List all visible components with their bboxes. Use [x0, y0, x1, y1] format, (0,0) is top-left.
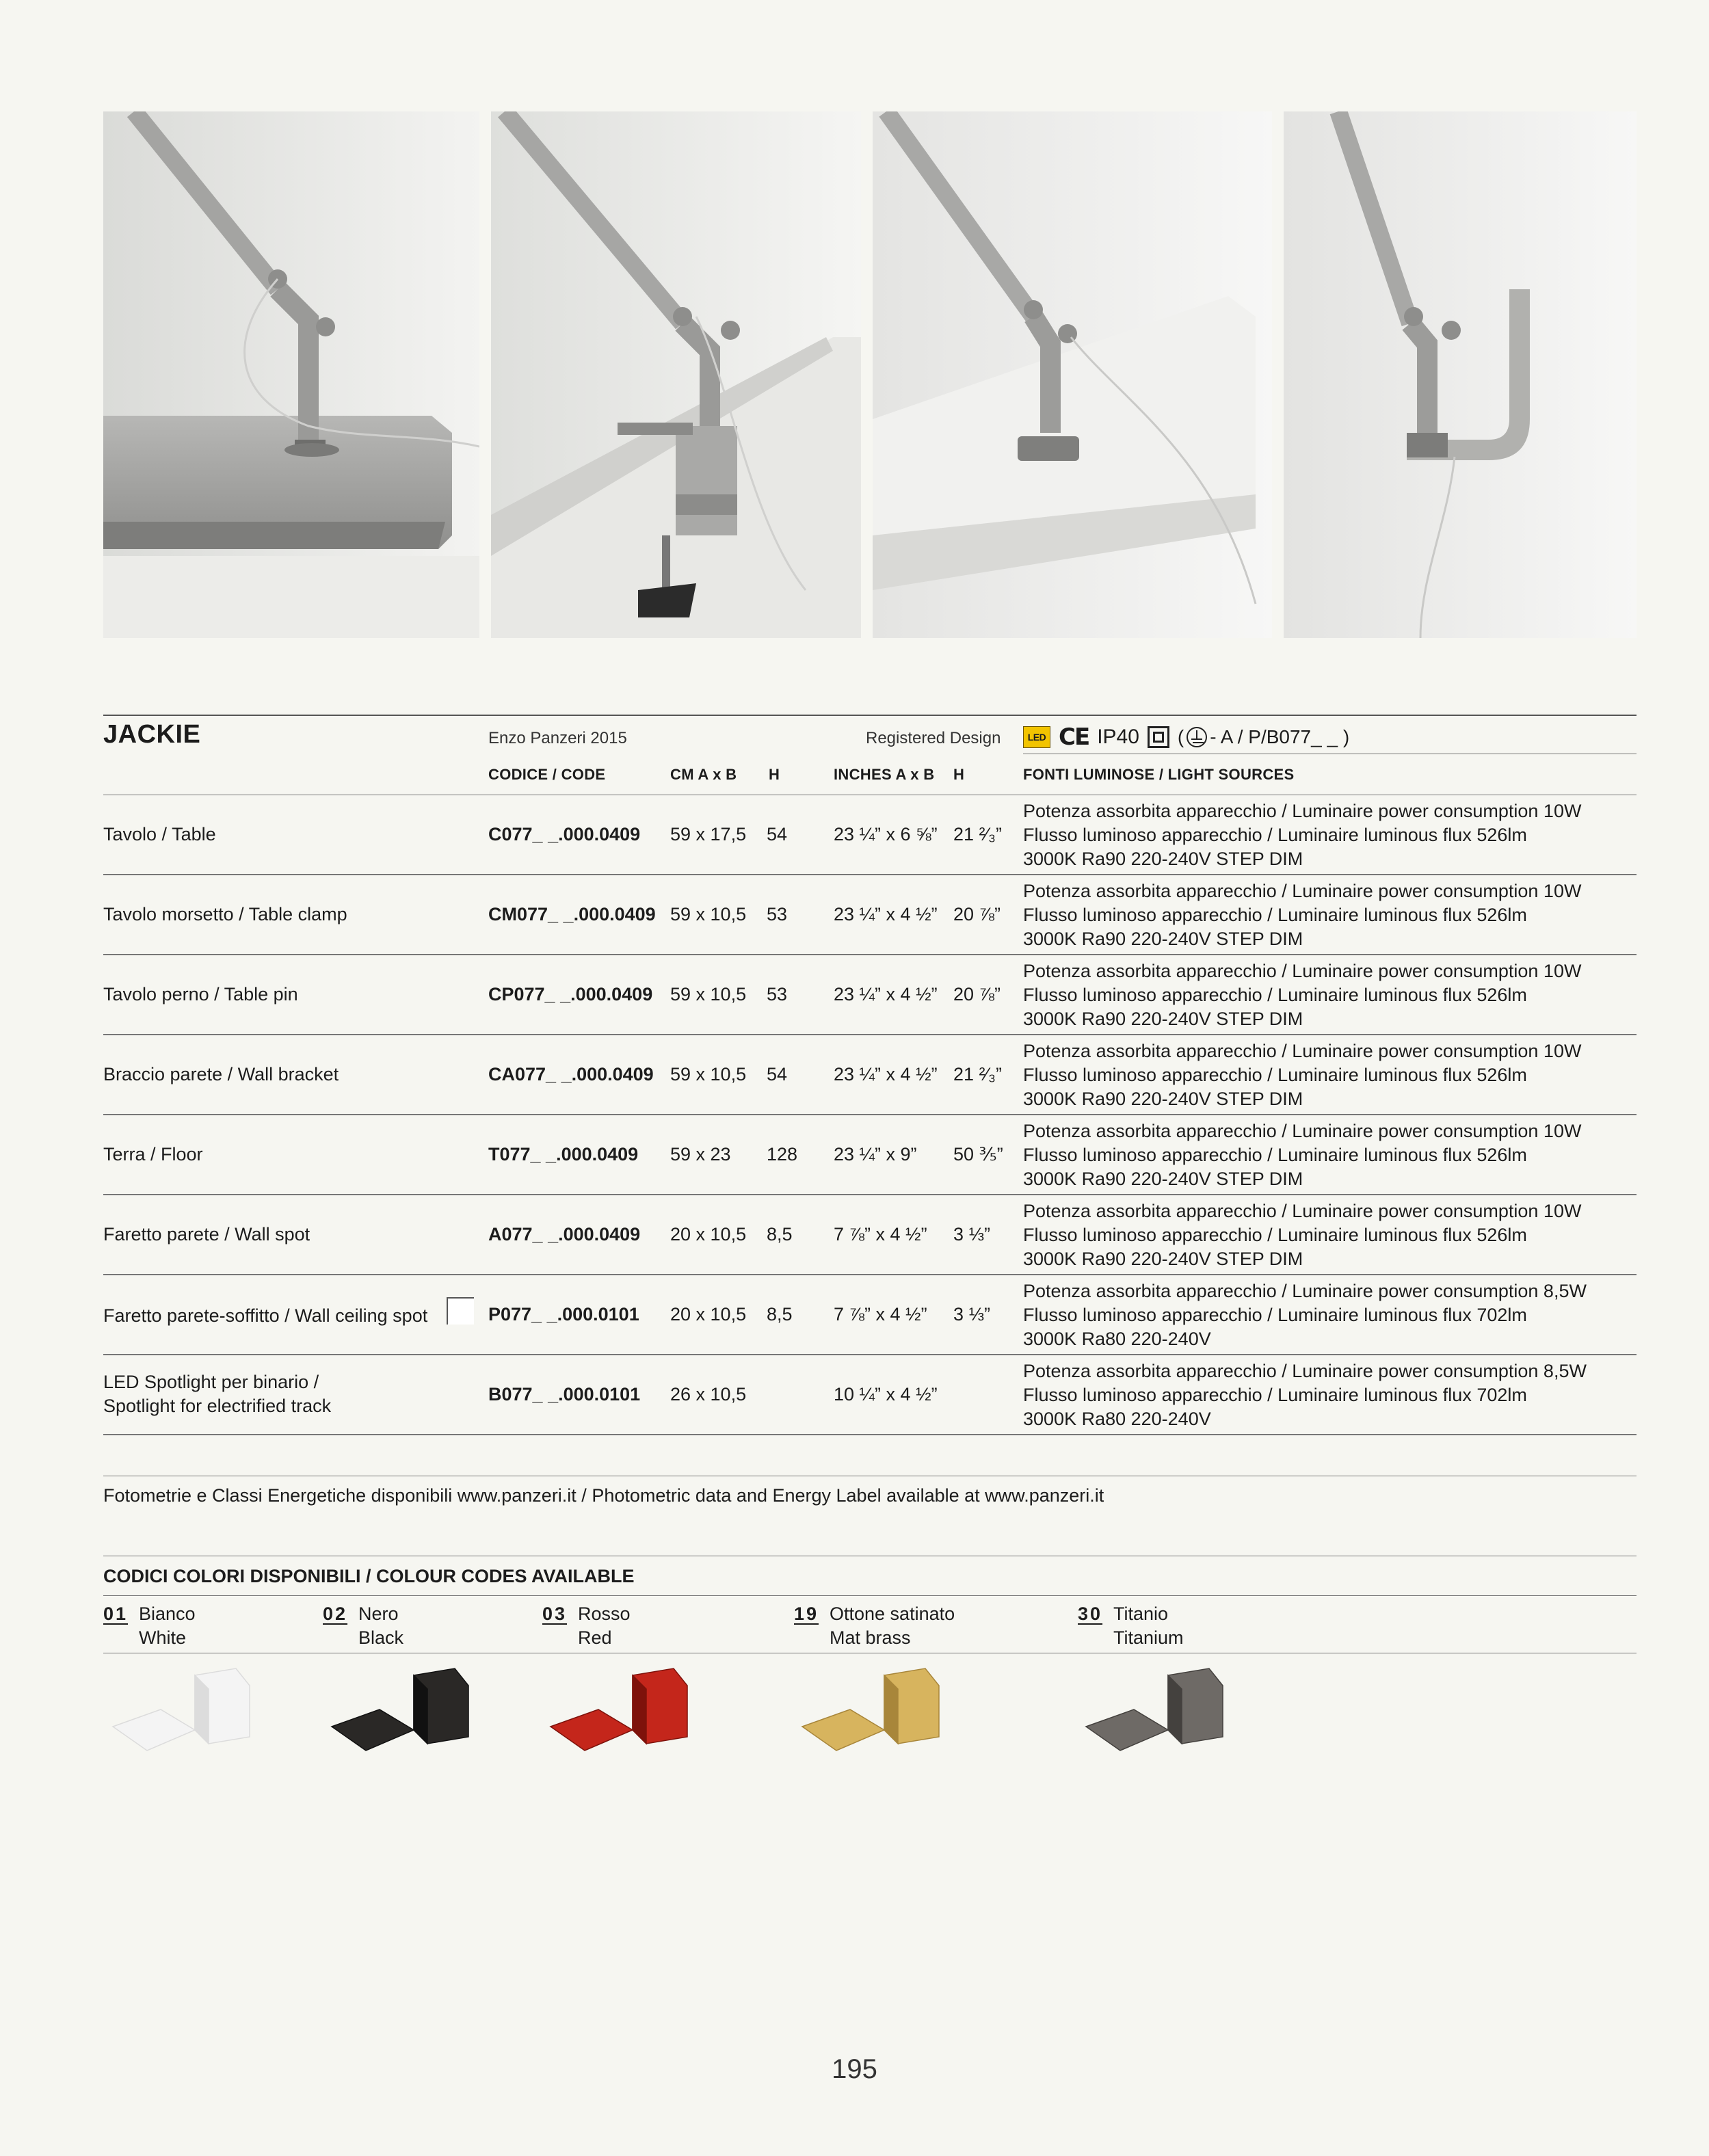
swatch-white	[106, 1662, 256, 1764]
ground-icon	[1187, 727, 1207, 747]
row-light-source	[1023, 1039, 1637, 1111]
row-h-inches: 50 ⅗”	[953, 1144, 1003, 1164]
photo-table-clamp	[491, 111, 861, 638]
colour-name-it: Ottone satinato	[830, 1603, 955, 1624]
col-header-h-inches: H	[953, 766, 965, 783]
col-header-h: H	[769, 766, 780, 783]
row-cm: 59 x 17,5	[670, 824, 747, 844]
certification-marks	[1023, 722, 1349, 752]
swatch-brass	[795, 1662, 946, 1764]
colour-header-rule	[103, 1595, 1637, 1596]
luminous-flux: Flusso luminoso apparecchio / Luminaire luminous flux 702lm	[1023, 1305, 1527, 1325]
product-name: JACKIE	[103, 720, 201, 749]
row-code: T077_ _.000.0409	[488, 1144, 639, 1164]
row-h: 54	[767, 1064, 788, 1084]
row-h-inches: 20 ⅞”	[953, 984, 1001, 1004]
colour-name-it: Titanio	[1113, 1603, 1169, 1624]
row-inches: 23 ¼” x 4 ½”	[834, 904, 938, 924]
colour-temp: 3000K Ra90 220-240V STEP DIM	[1023, 1089, 1303, 1109]
row-light-source	[1023, 1199, 1637, 1271]
power-consumption: Potenza assorbita apparecchio / Luminaire power consumption 10W	[1023, 881, 1582, 901]
row-inches: 7 ⅞” x 4 ½”	[834, 1304, 927, 1325]
luminous-flux: Flusso luminoso apparecchio / Luminaire luminous flux 526lm	[1023, 1065, 1527, 1085]
row-h: 53	[767, 984, 788, 1004]
row-code: CA077_ _.000.0409	[488, 1064, 654, 1084]
luminous-flux: Flusso luminoso apparecchio / Luminaire luminous flux 526lm	[1023, 1225, 1527, 1245]
row-description	[103, 1370, 466, 1418]
table-row	[103, 1035, 1637, 1115]
designer-credit: Enzo Panzeri 2015	[488, 729, 627, 747]
row-light-source	[1023, 1359, 1637, 1431]
table-row	[103, 1275, 1637, 1355]
row-description: Tavolo perno / Table pin	[103, 984, 298, 1004]
colour-temp: 3000K Ra80 220-240V	[1023, 1409, 1211, 1429]
led-badge-icon: LED	[1023, 726, 1050, 748]
row-h-inches: 21 ²⁄₃”	[953, 1064, 1003, 1084]
row-inches: 23 ¼” x 6 ⅝”	[834, 824, 938, 844]
row-inches: 10 ¼” x 4 ½”	[834, 1384, 938, 1405]
power-consumption: Potenza assorbita apparecchio / Luminaire power consumption 10W	[1023, 961, 1582, 981]
row-light-source	[1023, 1279, 1637, 1351]
ceiling-mount-icon	[447, 1297, 474, 1325]
power-consumption: Potenza assorbita apparecchio / Luminaire power consumption 8,5W	[1023, 1281, 1587, 1301]
power-consumption: Potenza assorbita apparecchio / Luminaire power consumption 10W	[1023, 801, 1582, 821]
colour-code: 03	[542, 1603, 568, 1624]
colour-name-en: Red	[578, 1627, 612, 1648]
row-cm: 20 x 10,5	[670, 1224, 747, 1245]
row-description: Faretto parete-soffitto / Wall ceiling spot	[103, 1305, 428, 1326]
row-cm: 26 x 10,5	[670, 1384, 747, 1405]
row-light-source	[1023, 879, 1637, 951]
power-consumption: Potenza assorbita apparecchio / Luminaire power consumption 10W	[1023, 1041, 1582, 1061]
colour-code: 19	[794, 1603, 819, 1624]
ground-models-text: - A / P/B077_ _ )	[1210, 726, 1350, 747]
row-cm: 59 x 23	[670, 1144, 731, 1164]
table-row	[103, 955, 1637, 1035]
row-description: Tavolo morsetto / Table clamp	[103, 904, 347, 924]
swatch-bracket-icon	[106, 1662, 256, 1764]
ce-mark-icon: CE	[1059, 723, 1089, 751]
luminous-flux: Flusso luminoso apparecchio / Luminaire luminous flux 526lm	[1023, 985, 1527, 1005]
row-h-inches: 21 ²⁄₃”	[953, 824, 1003, 844]
table-row	[103, 1355, 1637, 1435]
row-description: Tavolo / Table	[103, 824, 216, 844]
colour-temp: 3000K Ra80 220-240V	[1023, 1329, 1211, 1349]
row-code: CM077_ _.000.0409	[488, 904, 656, 924]
power-consumption: Potenza assorbita apparecchio / Luminaire power consumption 8,5W	[1023, 1361, 1587, 1381]
colour-name-en: Mat brass	[830, 1627, 911, 1648]
row-h-inches: 3 ⅓”	[953, 1304, 991, 1325]
row-code: A077_ _.000.0409	[488, 1224, 641, 1245]
row-code: P077_ _.000.0101	[488, 1304, 639, 1325]
colour-temp: 3000K Ra90 220-240V STEP DIM	[1023, 1009, 1303, 1029]
colour-code: 30	[1078, 1603, 1103, 1624]
swatch-black	[325, 1662, 475, 1764]
photometric-footnote: Fotometrie e Classi Energetiche disponibili www.panzeri.it / Photometric data and Energy Label available at www.panzeri.it	[103, 1485, 1104, 1506]
col-header-light-sources: FONTI LUMINOSE / LIGHT SOURCES	[1023, 766, 1295, 783]
swatch-bracket-icon	[795, 1662, 946, 1764]
row-cm: 20 x 10,5	[670, 1304, 747, 1325]
colour-temp: 3000K Ra90 220-240V STEP DIM	[1023, 1169, 1303, 1189]
row-h: 54	[767, 824, 788, 844]
photo-table-pin	[873, 111, 1272, 638]
class-ii-icon	[1148, 726, 1169, 748]
row-code: CP077_ _.000.0409	[488, 984, 653, 1004]
colour-codes-title: CODICI COLORI DISPONIBILI / COLOUR CODES AVAILABLE	[103, 1566, 635, 1586]
ground-models	[1178, 726, 1349, 748]
swatch-bracket-icon	[1079, 1662, 1230, 1764]
power-consumption: Potenza assorbita apparecchio / Luminaire power consumption 10W	[1023, 1121, 1582, 1141]
table-row	[103, 875, 1637, 955]
colour-code: 02	[323, 1603, 348, 1624]
colour-temp: 3000K Ra90 220-240V STEP DIM	[1023, 1249, 1303, 1269]
ip-rating: IP40	[1097, 726, 1139, 748]
colour-name-it: Rosso	[578, 1603, 631, 1624]
row-code: C077_ _.000.0409	[488, 824, 641, 844]
row-description-line-1: LED Spotlight per binario /	[103, 1372, 319, 1392]
row-h-inches: 20 ⅞”	[953, 904, 1001, 924]
row-h-inches: 3 ⅓”	[953, 1224, 991, 1245]
row-cm: 59 x 10,5	[670, 984, 747, 1004]
photo-table-base	[103, 111, 479, 638]
colour-code: 01	[103, 1603, 129, 1624]
row-description-line-2: Spotlight for electrified track	[103, 1396, 332, 1416]
swatch-titanium	[1079, 1662, 1230, 1764]
col-header-inches: INCHES A x B	[834, 766, 935, 783]
row-cm: 59 x 10,5	[670, 904, 747, 924]
swatch-bracket-icon	[544, 1662, 694, 1764]
photo-wall-bracket	[1284, 111, 1637, 638]
row-h: 8,5	[767, 1224, 793, 1245]
luminous-flux: Flusso luminoso apparecchio / Luminaire luminous flux 702lm	[1023, 1385, 1527, 1405]
row-h: 128	[767, 1144, 798, 1164]
row-inches: 7 ⅞” x 4 ½”	[834, 1224, 927, 1245]
swatch-bracket-icon	[325, 1662, 475, 1764]
row-h: 8,5	[767, 1304, 793, 1325]
row-code: B077_ _.000.0101	[488, 1384, 641, 1405]
power-consumption: Potenza assorbita apparecchio / Luminaire power consumption 10W	[1023, 1201, 1582, 1221]
row-inches: 23 ¼” x 4 ½”	[834, 1064, 938, 1084]
row-description: Terra / Floor	[103, 1144, 203, 1164]
colour-name-en: Black	[358, 1627, 404, 1648]
row-description: Braccio parete / Wall bracket	[103, 1064, 339, 1084]
registered-design: Registered Design	[866, 729, 1001, 747]
col-header-code: CODICE / CODE	[488, 766, 606, 783]
row-inches: 23 ¼” x 9”	[834, 1144, 917, 1164]
colour-temp: 3000K Ra90 220-240V STEP DIM	[1023, 849, 1303, 869]
row-description: Faretto parete / Wall spot	[103, 1224, 310, 1245]
row-light-source	[1023, 959, 1637, 1031]
colour-temp: 3000K Ra90 220-240V STEP DIM	[1023, 929, 1303, 949]
luminous-flux: Flusso luminoso apparecchio / Luminaire luminous flux 526lm	[1023, 1145, 1527, 1165]
row-light-source	[1023, 799, 1637, 871]
row-cm: 59 x 10,5	[670, 1064, 747, 1084]
row-light-source	[1023, 1119, 1637, 1191]
colour-name-it: Nero	[358, 1603, 399, 1624]
swatch-red	[544, 1662, 694, 1764]
colour-name-en: White	[139, 1627, 187, 1648]
table-row	[103, 795, 1637, 875]
row-h: 53	[767, 904, 788, 924]
paren-open: (	[1177, 726, 1184, 747]
luminous-flux: Flusso luminoso apparecchio / Luminaire luminous flux 526lm	[1023, 825, 1527, 845]
row-divider	[103, 1434, 1637, 1435]
table-row	[103, 1115, 1637, 1195]
col-header-cm: CM A x B	[670, 766, 737, 783]
colour-name-it: Bianco	[139, 1603, 196, 1624]
page-number: 195	[832, 2054, 877, 2084]
table-row	[103, 1195, 1637, 1275]
colour-name-en: Titanium	[1113, 1627, 1184, 1648]
header-top-rule	[103, 715, 1637, 716]
row-inches: 23 ¼” x 4 ½”	[834, 984, 938, 1004]
luminous-flux: Flusso luminoso apparecchio / Luminaire luminous flux 526lm	[1023, 905, 1527, 925]
